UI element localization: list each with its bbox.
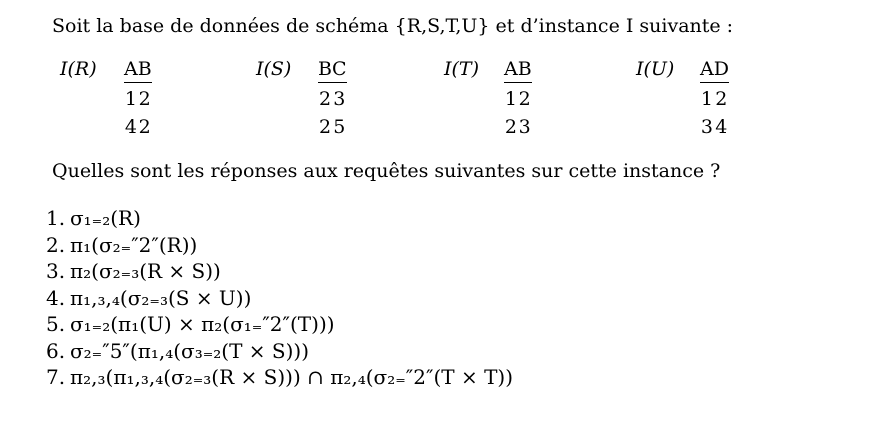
column-header: A: [700, 58, 714, 83]
query-number: 5.: [46, 312, 66, 336]
query-expression: π₁(σ₂₌″2″(R)): [70, 232, 198, 257]
table-cell: 2: [138, 116, 151, 138]
table-cell: 1: [504, 88, 517, 110]
column-header: C: [332, 58, 347, 83]
table-cell: 1: [700, 88, 713, 110]
query-number: 3.: [46, 259, 66, 283]
query-number: 4.: [46, 285, 66, 310]
intro-text: Soit la base de données de schéma {R,S,T,U} et d’instance I suivante :: [52, 15, 734, 37]
column-header: B: [138, 58, 152, 83]
query-item: [46, 285, 513, 312]
column-header: B: [318, 58, 332, 83]
table-cell: 5: [333, 116, 346, 138]
table-cell: 3: [333, 88, 346, 110]
query-item: [46, 232, 513, 259]
query-number: 2.: [46, 232, 66, 257]
query-expression: π₂(σ₂₌₃(R × S)): [70, 259, 221, 283]
relation-name: I(S): [256, 58, 292, 80]
query-item: [46, 205, 513, 232]
query-expression: π₁,₃,₄(σ₂₌₃(S × U)): [70, 285, 252, 310]
column-header: D: [714, 58, 729, 83]
table-cell: 2: [504, 116, 517, 138]
table-cell: 2: [318, 88, 332, 110]
table-cell: 4: [715, 116, 728, 138]
table-cell: 2: [715, 88, 728, 110]
relation-table: [124, 58, 152, 141]
query-item: [46, 311, 513, 338]
relation-table: [318, 58, 347, 141]
query-number: 6.: [46, 338, 66, 363]
relation-table: [700, 58, 729, 141]
query-expression: σ₁₌₂(π₁(U) × π₂(σ₁₌″2″(T))): [70, 312, 335, 336]
query-item: [46, 364, 513, 391]
query-expression: σ₂₌″5″(π₁,₄(σ₃₌₂(T × S))): [70, 338, 310, 363]
query-number: 1.: [46, 206, 66, 230]
table-cell: 3: [518, 116, 531, 138]
query-item: [46, 258, 513, 285]
table-cell: 2: [138, 88, 151, 110]
relation-table: [504, 58, 532, 141]
relation-name: I(T): [444, 58, 480, 80]
question-text: Quelles sont les réponses aux requêtes suivantes sur cette instance ?: [52, 160, 721, 182]
query-expression: π₂,₃(π₁,₃,₄(σ₂₌₃(R × S))) ∩ π₂,₄(σ₂₌″2″(T × T)): [70, 365, 514, 389]
query-expression: σ₁₌₂(R): [70, 206, 141, 230]
relation-name: I(R): [60, 58, 97, 80]
query-number: 7.: [46, 365, 66, 389]
query-item: [46, 338, 513, 365]
column-header: B: [518, 58, 532, 83]
table-cell: 2: [518, 88, 531, 110]
column-header: A: [504, 58, 518, 83]
table-cell: 4: [124, 116, 137, 138]
relation-name: I(U): [636, 58, 675, 80]
table-cell: 3: [700, 116, 713, 138]
table-cell: 1: [124, 88, 137, 110]
column-header: A: [124, 58, 138, 83]
table-cell: 2: [318, 116, 332, 138]
query-list: [46, 205, 513, 391]
